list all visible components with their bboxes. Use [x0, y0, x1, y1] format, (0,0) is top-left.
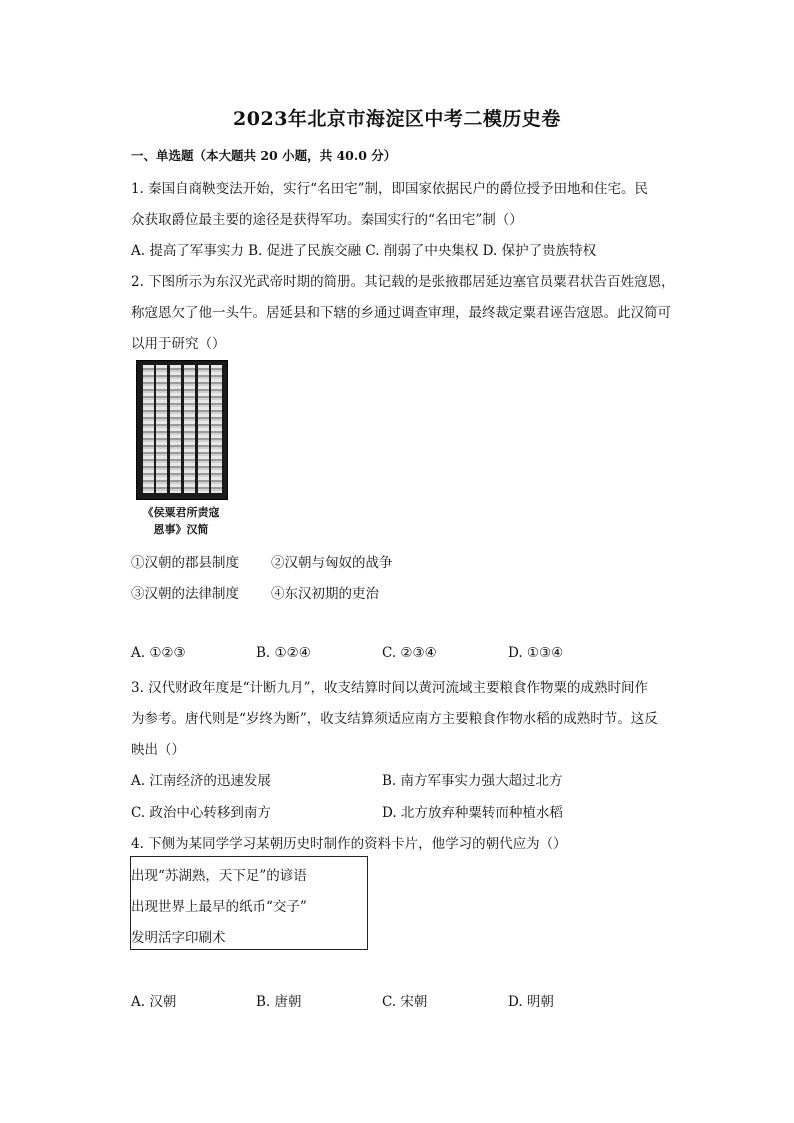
image-caption: [131, 504, 231, 538]
q3-option-b: B. 南方军事实力强大超过北方: [382, 773, 563, 789]
card-line-1: 出现“苏湖熟，天下足”的谚语: [131, 868, 307, 884]
q2-line-1: 2. 下图所示为东汉光武帝时期的简册。其记载的是张掖郡居延边塞官员粟君状告百姓寇恩，: [131, 274, 675, 290]
q1-line-2: 众获取爵位最主要的途径是获得军功。秦国实行的“名田宅”制（）: [131, 212, 523, 228]
q2-option-c: C. ②③④: [382, 645, 437, 661]
q2-option-d: D. ①③④: [508, 645, 564, 661]
caption-line-1: 《侯粟君所责寇: [142, 506, 220, 519]
section-heading: 一、单选题（本大题共 20 小题，共 40.0 分）: [131, 148, 397, 163]
q2-item-2: ②汉朝与匈奴的战争: [271, 555, 393, 571]
q2-line-2: 称寇恩欠了他一头牛。居延县和下辖的乡通过调查审理，最终裁定粟君诬告寇恩。此汉简可: [131, 305, 671, 321]
q2-item-1: ①汉朝的郡县制度: [131, 555, 239, 571]
q3-line-1: 3. 汉代财政年度是“计断九月”，收支结算时间以黄河流域主要粮食作物粟的成熟时间作: [131, 680, 648, 696]
q4-option-d: D. 明朝: [508, 994, 554, 1010]
q3-option-d: D. 北方放弃种粟转而种植水稻: [382, 805, 563, 821]
q4-option-c: C. 宋朝: [382, 994, 428, 1010]
han-bamboo-slips-image: [136, 360, 228, 500]
q1-options: A. 提高了军事实力 B. 促进了民族交融 C. 削弱了中央集权 D. 保护了贵族特权: [131, 243, 597, 259]
caption-line-2: 恩事》汉简: [153, 523, 209, 536]
q2-option-b: B. ①②④: [256, 645, 311, 661]
q3-option-c: C. 政治中心转移到南方: [131, 805, 271, 821]
card-line-2: 出现世界上最早的纸币“交子”: [131, 899, 307, 915]
q2-item-4: ④东汉初期的吏治: [271, 586, 379, 602]
q4-option-a: A. 汉朝: [131, 994, 177, 1010]
q1-line-1: 1. 秦国自商鞅变法开始，实行“名田宅”制，即国家依据民户的爵位授予田地和住宅。民: [131, 181, 648, 197]
q2-option-a: A. ①②③: [131, 645, 186, 661]
q2-item-3: ③汉朝的法律制度: [131, 586, 239, 602]
q4-line-1: 4. 下侧为某同学学习某朝历史时制作的资料卡片，他学习的朝代应为（）: [131, 836, 567, 852]
page-title: 2023年北京市海淀区中考二模历史卷: [233, 108, 561, 130]
q2-line-3: 以用于研究（）: [131, 336, 226, 352]
q4-option-b: B. 唐朝: [256, 994, 302, 1010]
card-line-3: 发明活字印刷术: [131, 930, 226, 946]
q3-option-a: A. 江南经济的迅速发展: [131, 773, 271, 789]
q3-line-2: 为参考。唐代则是“岁终为断”，收支结算须适应南方主要粮食作物水稻的成熟时节。这反: [131, 711, 658, 727]
info-card: [130, 856, 368, 950]
q3-line-3: 映出（）: [131, 742, 185, 758]
